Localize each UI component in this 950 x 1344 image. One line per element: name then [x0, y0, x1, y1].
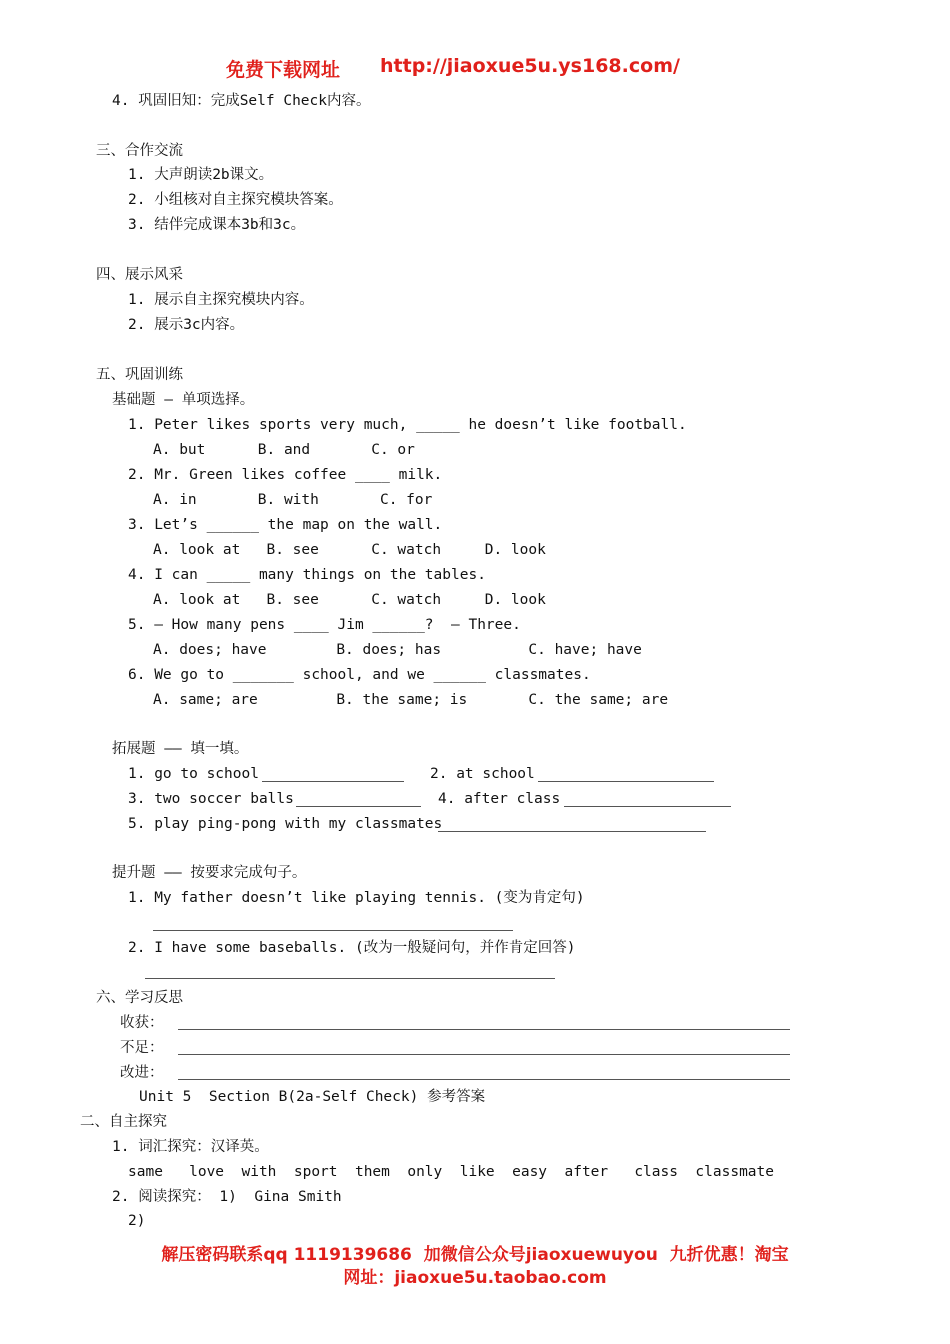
- answer-blank[interactable]: [438, 831, 706, 832]
- question-1-options: A. but B. and C. or: [153, 442, 415, 458]
- question-5: 5. — How many pens ____ Jim ______? — Three.: [128, 617, 521, 633]
- section-4-item-1: 1. 展示自主探究模块内容。: [128, 292, 314, 308]
- vocab-item: 1. 词汇探究：汉译英。: [112, 1139, 269, 1155]
- item-review: 4. 巩固旧知：完成Self Check内容。: [112, 93, 371, 109]
- question-4: 4. I can _____ many things on the tables.: [128, 567, 486, 583]
- advanced-item-2: 2. I have some baseballs. (改为一般疑问句，并作肯定回答): [128, 940, 576, 956]
- answer-blank[interactable]: [538, 781, 714, 782]
- question-2: 2. Mr. Green likes coffee ____ milk.: [128, 467, 443, 483]
- section-2-heading: 二、自主探究: [80, 1114, 167, 1130]
- section-6-heading: 六、学习反思: [96, 990, 183, 1006]
- footer-line-1: 解压密码联系qq 1119139686 加微信公众号jiaoxuewuyou 九折优惠！淘宝: [161, 1245, 789, 1265]
- reflection-gain-label: 收获：: [120, 1015, 164, 1031]
- question-3: 3. Let’s ______ the map on the wall.: [128, 517, 443, 533]
- reflection-gain-blank[interactable]: [178, 1029, 790, 1030]
- question-3-options: A. look at B. see C. watch D. look: [153, 542, 546, 558]
- basic-exercise-heading: 基础题 — 单项选择。: [112, 392, 255, 408]
- question-4-options: A. look at B. see C. watch D. look: [153, 592, 546, 608]
- extension-item-1: 1. go to school: [128, 766, 259, 782]
- extension-item-3: 3. two soccer balls: [128, 791, 294, 807]
- answer-key-title: Unit 5 Section B(2a-Self Check) 参考答案: [139, 1089, 486, 1105]
- answer-blank[interactable]: [262, 781, 404, 782]
- header-url-link[interactable]: http://jiaoxue5u.ys168.com/: [380, 55, 680, 77]
- reading-item-2: 2): [128, 1213, 146, 1229]
- answer-blank[interactable]: [564, 806, 731, 807]
- vocab-answer-words: same love with sport them only like easy after class classmate: [128, 1164, 775, 1180]
- question-6-options: A. same; are B. the same; is C. the same; are: [153, 692, 669, 708]
- reading-item: 2. 阅读探究： 1) Gina Smith: [112, 1189, 342, 1205]
- section-3-heading: 三、合作交流: [96, 143, 183, 159]
- question-1: 1. Peter likes sports very much, _____ he doesn’t like football.: [128, 417, 687, 433]
- reflection-lack-label: 不足：: [120, 1040, 164, 1056]
- extension-item-2: 2. at school: [430, 766, 535, 782]
- reflection-lack-blank[interactable]: [178, 1054, 790, 1055]
- question-2-options: A. in B. with C. for: [153, 492, 433, 508]
- answer-blank[interactable]: [153, 930, 513, 931]
- section-3-item-3: 3. 结伴完成课本3b和3c。: [128, 217, 306, 233]
- footer-line-2[interactable]: 网址：jiaoxue5u.taobao.com: [343, 1268, 607, 1288]
- extension-item-5: 5. play ping-pong with my classmates: [128, 816, 443, 832]
- section-4-heading: 四、展示风采: [96, 267, 183, 283]
- reflection-improve-blank[interactable]: [178, 1079, 790, 1080]
- section-5-heading: 五、巩固训练: [96, 367, 183, 383]
- answer-blank[interactable]: [145, 978, 555, 979]
- question-5-options: A. does; have B. does; has C. have; have: [153, 642, 642, 658]
- extension-item-4: 4. after class: [438, 791, 561, 807]
- extension-exercise-heading: 拓展题 —— 填一填。: [112, 741, 249, 757]
- section-3-item-1: 1. 大声朗读2b课文。: [128, 167, 274, 183]
- advanced-item-1: 1. My father doesn’t like playing tennis. (变为肯定句): [128, 890, 585, 906]
- reflection-improve-label: 改进：: [120, 1065, 164, 1081]
- header-site-label: 免费下载网址: [226, 59, 341, 81]
- advanced-exercise-heading: 提升题 —— 按要求完成句子。: [112, 865, 307, 881]
- section-4-item-2: 2. 展示3c内容。: [128, 317, 245, 333]
- answer-blank[interactable]: [296, 806, 421, 807]
- question-6: 6. We go to _______ school, and we ______ classmates.: [128, 667, 591, 683]
- section-3-item-2: 2. 小组核对自主探究模块答案。: [128, 192, 343, 208]
